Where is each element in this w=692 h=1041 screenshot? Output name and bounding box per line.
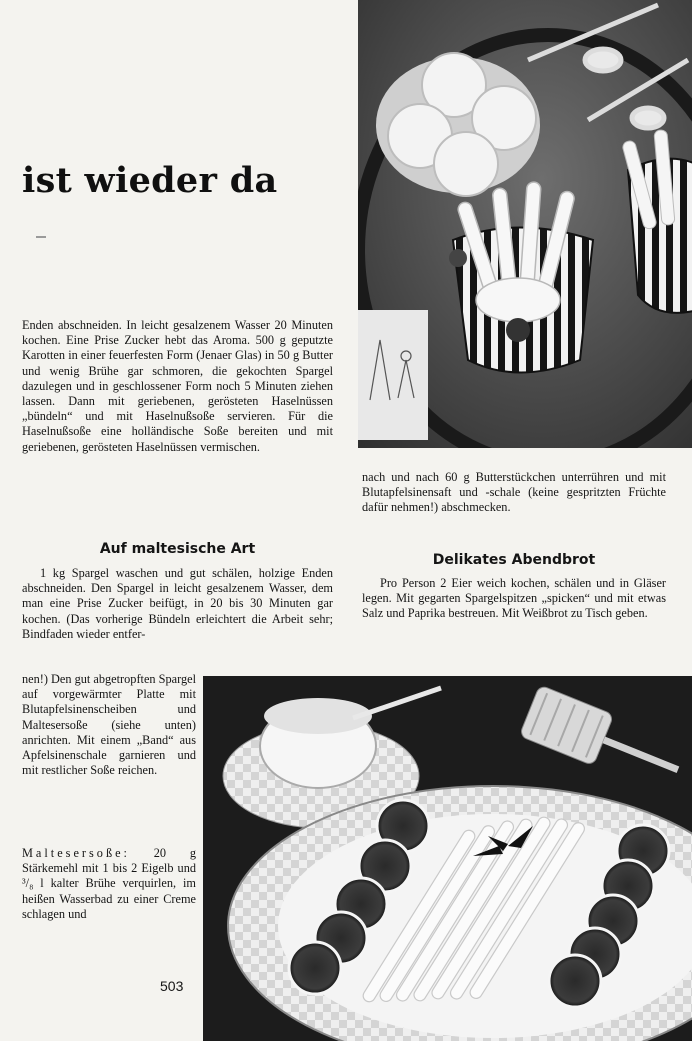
maltesersosse-label: Maltesersoße: [22, 846, 130, 860]
page-number: 503 [160, 978, 184, 994]
photo-asparagus-cups [358, 0, 692, 448]
maltesische-paragraph-full: 1 kg Spargel waschen und gut schälen, holzige Enden abschneiden. Den Spargel in leicht gesalzenem Wasser, dem man eine Prise Zucker beifügt, in 20 bis 30 Minuten gar kochen. (Das vorherige Bündeln erleichtert die Arbeit sehr; Bindfaden wieder entfer- [22, 566, 333, 641]
print-speck [36, 236, 46, 238]
maltesersosse-recipe [22, 846, 196, 922]
heading-delikates-abendbrot: Delikates Abendbrot [432, 552, 596, 568]
maltesersosse-text: 20 g Stärkemehl mit 1 bis 2 Eigelb und ³/₈ l kalter Brühe verquirlen, im heißen Wasserbad zu einer Creme schlagen und [22, 846, 196, 921]
continuation-paragraph: nach und nach 60 g Butterstückchen unterrühren und mit Blutapfelsinensaft und -schale (keine gespritzten Früchte dafür nehmen!) abschmecken. [362, 470, 666, 515]
intro-paragraph: Enden abschneiden. In leicht gesalzenem Wasser 20 Minuten kochen. Eine Prise Zucker hebt das Aroma. 500 g geputzte Karotten in einer feuerfesten Form (Jenaer Glas) in 50 g Butter und wenig Brühe gar schmoren, die gekochten Spargel dazulegen und in geschlossener Form noch 5 Minuten ziehen lassen. Dann mit geriebenen, gerösteten Haselnüssen „bündeln“ und mit Haselnußsoße servieren. Für die Haselnußsoße eine holländische Soße bereiten und mit geriebenen, gerösteten Haselnüssen vermischen. [22, 318, 333, 454]
maltesische-paragraph-narrow: nen!) Den gut abgetropften Spargel auf vorgewärmter Platte mit Blutapfelsinenscheiben und Maltesersoße (siehe unten) anrichten. Mit einem „Band“ aus Apfelsinenschale garnieren und mit restlicher Soße reichen. [22, 672, 196, 778]
abendbrot-paragraph: Pro Person 2 Eier weich kochen, schälen und in Gläser legen. Mit gegarten Spargelspitzen „spicken“ und mit etwas Salz und Paprika bestreuen. Mit Weißbrot zu Tisch geben. [362, 576, 666, 621]
photo-asparagus-platter [203, 676, 692, 1041]
heading-auf-maltesische-art: Auf maltesische Art [99, 541, 256, 557]
page-title: ist wieder da [22, 160, 278, 201]
